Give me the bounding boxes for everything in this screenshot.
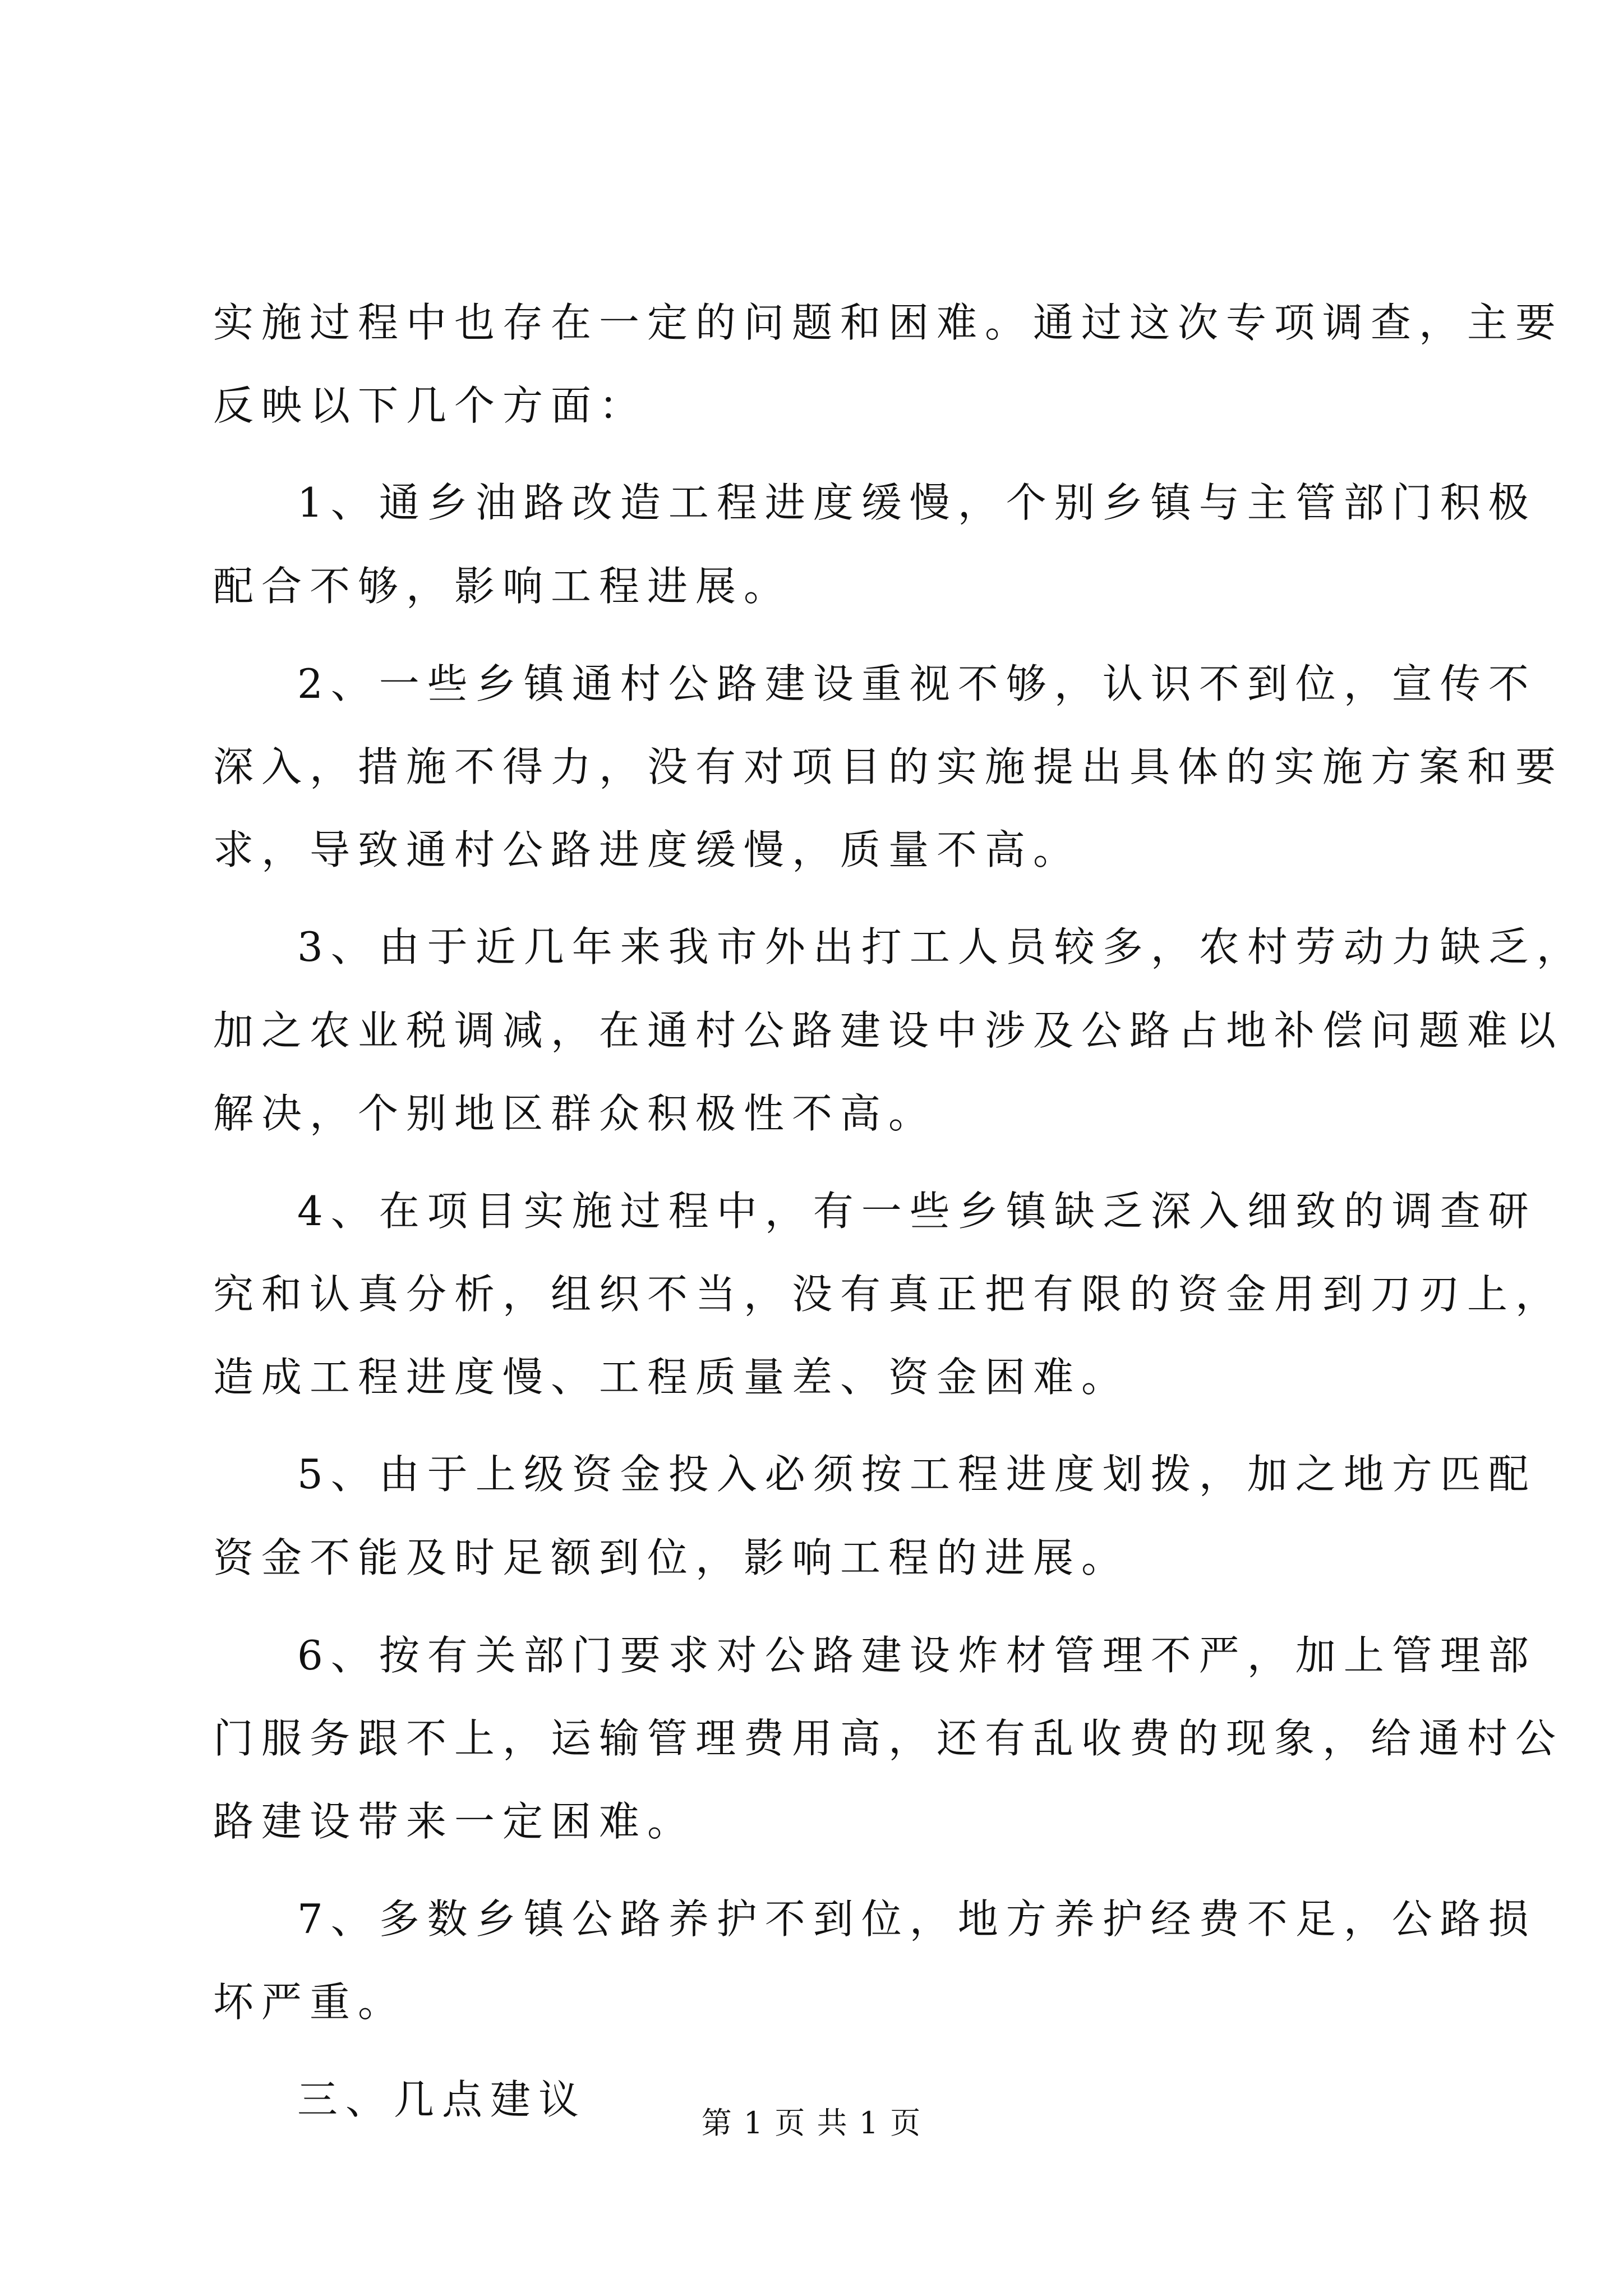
- text-line: 资金不能及时足额到位，影响工程的进展。: [213, 1534, 1130, 1581]
- text-line: 2、一些乡镇通村公路建设重视不够，认识不到位，宣传不: [297, 660, 1537, 707]
- section-heading: 三、几点建议: [297, 2076, 587, 2123]
- text-line: 3、由于近几年来我市外出打工人员较多，农村劳动力缺乏，: [297, 923, 1585, 970]
- text-line: 究和认真分析，组织不当，没有真正把有限的资金用到刀刃上，: [213, 1271, 1564, 1318]
- text-line: 解决，个别地区群众积极性不高。: [213, 1090, 937, 1137]
- text-line: 7、多数乡镇公路养护不到位，地方养护经费不足，公路损: [297, 1895, 1537, 1943]
- text-line: 坏严重。: [213, 1978, 407, 2026]
- page-footer: 第 1 页 共 1 页: [701, 2105, 922, 2141]
- text-line: 路建设带来一定困难。: [213, 1798, 696, 1845]
- text-line: 6、按有关部门要求对公路建设炸材管理不严，加上管理部: [297, 1632, 1537, 1679]
- text-line: 求，导致通村公路进度缓慢，质量不高。: [213, 826, 1082, 873]
- text-line: 深入，措施不得力，没有对项目的实施提出具体的实施方案和要: [213, 743, 1564, 790]
- text-line: 5、由于上级资金投入必须按工程进度划拨，加之地方匹配: [297, 1451, 1537, 1498]
- text-line: 反映以下几个方面：: [213, 382, 648, 429]
- text-line: 配合不够，影响工程进展。: [213, 563, 792, 610]
- text-line: 实施过程中也存在一定的问题和困难。通过这次专项调查，主要: [213, 299, 1564, 346]
- text-line: 4、在项目实施过程中，有一些乡镇缺乏深入细致的调查研: [297, 1188, 1537, 1235]
- text-line: 造成工程进度慢、工程质量差、资金困难。: [213, 1354, 1130, 1401]
- text-line: 1、通乡油路改造工程进度缓慢，个别乡镇与主管部门积极: [297, 479, 1537, 526]
- text-line: 加之农业税调减，在通村公路建设中涉及公路占地补偿问题难以: [213, 1007, 1564, 1054]
- text-line: 门服务跟不上，运输管理费用高，还有乱收费的现象，给通村公: [213, 1715, 1564, 1762]
